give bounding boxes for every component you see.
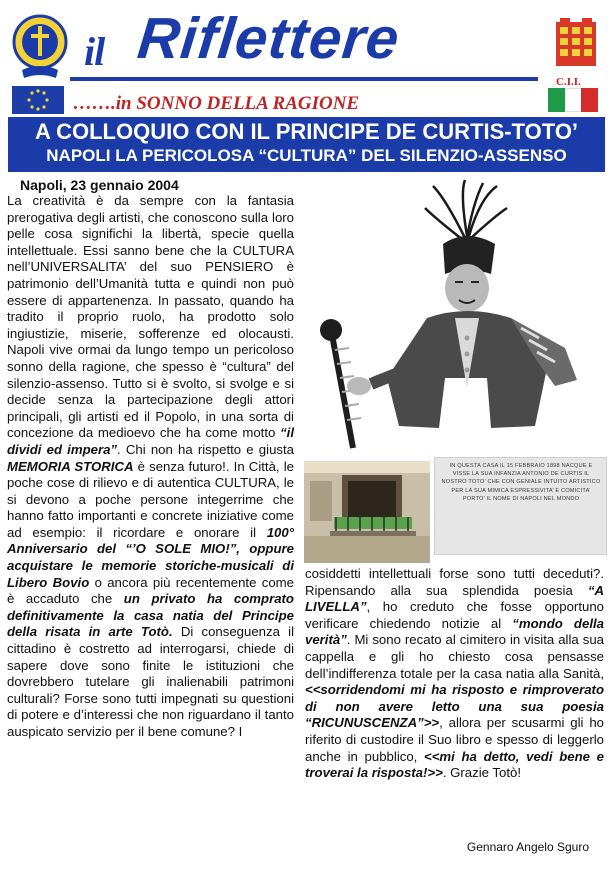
author-signature: Gennaro Angelo Sguro xyxy=(466,840,589,854)
emphasis-run: 100° Anniversario del “’O SOLE MIO!”, oppure acquistare le memorie storiche-musicali di Libero Bovio xyxy=(7,524,294,590)
birth-house-balcony-photo xyxy=(304,461,430,563)
subheadline: NAPOLI LA PERICOLOSA “CULTURA” DEL SILENZIO-ASSENSO xyxy=(46,146,567,165)
text-run: è senza futuro!. In Città, le poche cose di rilievo e di autentica CULTURA, le si devono a poche persone integerrime che hanno fatto importanti e concrete iniziative come ad esempio: il ricordare e onorare il xyxy=(7,458,294,540)
masthead-rule xyxy=(70,77,538,81)
masthead-prefix: il xyxy=(84,29,105,74)
emphasis-run: “A LIVELLA” xyxy=(305,582,604,615)
dateline: Napoli, 23 gennaio 2004 xyxy=(20,177,179,193)
text-run: cosiddetti intellettuali forse sono tutti deceduti?. Ripensando alla sua splendida poesia xyxy=(305,566,604,598)
aiac-emblem-logo xyxy=(12,12,68,82)
text-run: . Chi non ha rispetto e giusta xyxy=(117,441,294,457)
article-column-right xyxy=(305,566,604,782)
emphasis-run: un privato ha comprato definitivamente la casa natia del Principe della risata in arte Totò. xyxy=(7,591,294,640)
italian-flag-icon xyxy=(548,88,598,112)
plaque-inscription: IN QUESTA CASA IL 15 FEBBRAIO 1898 NACQUE E VISSE LA SUA INFANZIA ANTONIO DE CURTIS IL NOSTRO TOTO’ CHE CON GENIALE INTUITO ARTISTICO PER LA SUA MIMICA ESPRESSIVITA’ E COMICITA’ PORTO’ IL NOME DI NAPOLI NEL MONDO xyxy=(441,463,601,502)
masthead-title: Riflettere xyxy=(134,6,403,71)
text-run: , allora per scusarmi gli ho riferito di custodire il Suo libro e spesso di leggerlo anche in pubblico, xyxy=(305,715,604,764)
text-run: o ancora più recentemente come è accaduto che xyxy=(7,574,294,607)
text-run: . Mi sono recato al cimitero in visita alla sua cappella e gli ho chiesto cosa pensasse dell’indifferenza totale per la casa natia alla Sanità, xyxy=(305,632,604,681)
emphasis-run: <<sorridendomi mi ha risposto e rimproverato di non avere letto una sua poesia “RICUNUSCENZA”>> xyxy=(305,682,604,731)
masthead-badge: C.I.I. xyxy=(556,76,581,88)
eu-flag-icon xyxy=(12,86,64,114)
text-run: . Grazie Totò! xyxy=(442,765,521,781)
emphasis-run: MEMORIA STORICA xyxy=(7,458,134,474)
emphasis-run: <<mi ha detto, vedi bene e troverai la risposta!>> xyxy=(305,748,604,781)
text-run: La creatività è da sempre con la fantasia prerogativa degli artisti, che conoscono sulla loro pelle cosa significhi la libertà, specie quella intellettuale. Essi sanno bene che la CULTURA nell’UNIVERSALITA’ del suo PENSIERO è patrimonio dell’Umanità tutta e quindi non può essere di appartenenza. In passato, quando ha tradito il proprio ruolo, ha prodotto solo ingiustizie, miserie, sofferenze ed olocausti. Napoli vive ormai da lungo tempo un pericoloso sonno della ragione, che spesso è “cultura” del silenzio-assenso. Tutto si è svolto, si svolge e si decide senza la partecipazione degli attori principali, gli artisti ed il Popolo, in una sorta di concezione da medioevo che ha come motto xyxy=(7,193,294,441)
cii-emblem-logo xyxy=(552,14,600,74)
headline-banner xyxy=(8,117,605,172)
section-subtitle: …….in SONNO DELLA RAGIONE xyxy=(73,93,360,114)
article-column-left xyxy=(7,193,294,741)
emphasis-run: “il dividi ed impera” xyxy=(7,425,294,457)
toto-costume-photo xyxy=(315,178,607,456)
text-run: Di conseguenza il cittadino è costretto ad interrogarsi, chiede di sapere dove sono finite le istituzioni che dovrebbero tutelare gli inalienabili patrimoni culturali? Forse sono tutti impegnati su questioni di potere e d’interessi che non riguardano il tanto auspicato servizio per il bene comune? I xyxy=(7,624,294,739)
commemorative-plaque-photo xyxy=(434,457,607,555)
text-run: , ho creduto che fosse opportuno verificare chiedendo notizie al xyxy=(305,599,604,631)
emphasis-run: “mondo della verità” xyxy=(305,615,604,648)
headline: A COLLOQUIO CON IL PRINCIPE DE CURTIS-TOTO’ xyxy=(34,119,579,144)
